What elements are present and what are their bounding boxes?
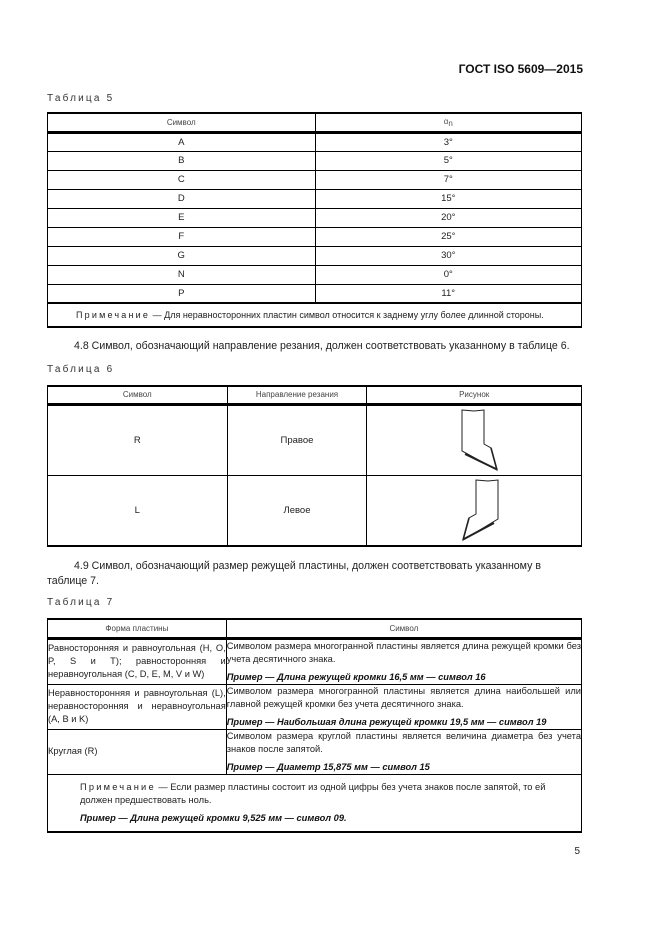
shape-cell: Неравносторонняя и равноугольная (L), неравносторонняя и неравноугольная (A, B и K) xyxy=(48,684,227,729)
table7-note: Примечание — Если размер пластины состоит из одной цифры без учета знаков после запятой, то ей должен предшествовать ноль. Пример — Длина режущей кромки 9,525 мм — символ 09. xyxy=(48,774,582,832)
table6-header-direction: Направление резания xyxy=(227,386,367,404)
figure-cell xyxy=(367,475,582,546)
value-cell: 15° xyxy=(315,189,582,208)
table-row xyxy=(48,475,582,546)
example-text: Пример — Наибольшая длина режущей кромки 19,5 мм — символ 19 xyxy=(226,716,547,727)
shape-cell: Равносторонняя и равноугольная (H, O, P, S и T); равносторонняя и неравноугольная (C, D, E, M, V и W) xyxy=(48,638,227,684)
table7-header-symbol: Символ xyxy=(226,619,581,638)
symbol-cell: F xyxy=(48,227,316,246)
value-cell: 25° xyxy=(315,227,582,246)
table6-header-figure: Рисунок xyxy=(367,386,582,404)
table7-header-shape: Форма пластины xyxy=(48,619,227,638)
table-row xyxy=(48,227,582,246)
figure-cell xyxy=(367,404,582,475)
table5-note: Примечание — Для неравносторонних пластин символ относится к заднему углу более длинной стороны. xyxy=(48,303,582,327)
table-row xyxy=(48,404,582,475)
table-row xyxy=(48,638,582,684)
symbol-cell: Символом размера круглой пластины является величина диаметра без учета знаков после запятой. Пример — Диаметр 15,875 мм — символ 15 xyxy=(226,729,581,774)
table-row xyxy=(48,170,582,189)
table-row xyxy=(48,246,582,265)
table5 xyxy=(47,112,582,328)
table5-header-alpha: αn xyxy=(315,113,582,132)
table5-header-symbol: Символ xyxy=(48,113,316,132)
table-row xyxy=(48,189,582,208)
value-cell: 0° xyxy=(315,265,582,284)
symbol-cell: C xyxy=(48,170,316,189)
table-row xyxy=(48,684,582,729)
value-cell: 11° xyxy=(315,284,582,303)
page-number: 5 xyxy=(574,846,580,857)
value-cell: 7° xyxy=(315,170,582,189)
right-hand-insert-drawing-icon xyxy=(444,406,504,472)
table-row xyxy=(48,284,582,303)
symbol-cell: Символом размера многогранной пластины является длина наибольшей или главной режущей кромки без учета десятичного знака. Пример — Наибольшая длина режущей кромки 19,5 мм — символ 19 xyxy=(226,684,581,729)
symbol-cell: E xyxy=(48,208,316,227)
symbol-cell: Символом размера многогранной пластины является длина режущей кромки без учета десятичного знака. Пример — Длина режущей кромки 16,5 мм — символ 16 xyxy=(226,638,581,684)
symbol-cell: P xyxy=(48,284,316,303)
table6 xyxy=(47,385,582,547)
example-text: Пример — Длина режущей кромки 16,5 мм — символ 16 xyxy=(226,671,486,682)
value-cell: 30° xyxy=(315,246,582,265)
direction-cell: Левое xyxy=(227,475,367,546)
table-row xyxy=(48,132,582,151)
document-id-header: ГОСТ ISO 5609—2015 xyxy=(458,62,583,76)
symbol-cell: B xyxy=(48,151,316,170)
symbol-cell: N xyxy=(48,265,316,284)
table6-header-symbol: Символ xyxy=(48,386,228,404)
paragraph-4-9: 4.9 Символ, обозначающий размер режущей пластины, должен соответствовать указанному в таблице 7. xyxy=(47,560,541,587)
value-cell: 20° xyxy=(315,208,582,227)
symbol-cell: A xyxy=(48,132,316,151)
shape-cell: Круглая (R) xyxy=(48,729,227,774)
value-cell: 3° xyxy=(315,132,582,151)
table7-caption: Таблица 7 xyxy=(47,597,115,608)
symbol-cell: R xyxy=(48,404,228,475)
left-hand-insert-drawing-icon xyxy=(444,476,504,542)
table6-caption: Таблица 6 xyxy=(47,364,115,375)
symbol-cell: D xyxy=(48,189,316,208)
paragraph-4-8: 4.8 Символ, обозначающий направление резания, должен соответствовать указанному в таблице 6. xyxy=(74,340,570,352)
table-row xyxy=(48,151,582,170)
table5-caption: Таблица 5 xyxy=(47,93,115,104)
example-text: Пример — Диаметр 15,875 мм — символ 15 xyxy=(226,761,430,772)
table7 xyxy=(47,618,582,833)
symbol-cell: L xyxy=(48,475,228,546)
table-row xyxy=(48,265,582,284)
table-row xyxy=(48,729,582,774)
direction-cell: Правое xyxy=(227,404,367,475)
table-row xyxy=(48,208,582,227)
note-example-text: Пример — Длина режущей кромки 9,525 мм — символ 09. xyxy=(80,812,347,823)
value-cell: 5° xyxy=(315,151,582,170)
symbol-cell: G xyxy=(48,246,316,265)
